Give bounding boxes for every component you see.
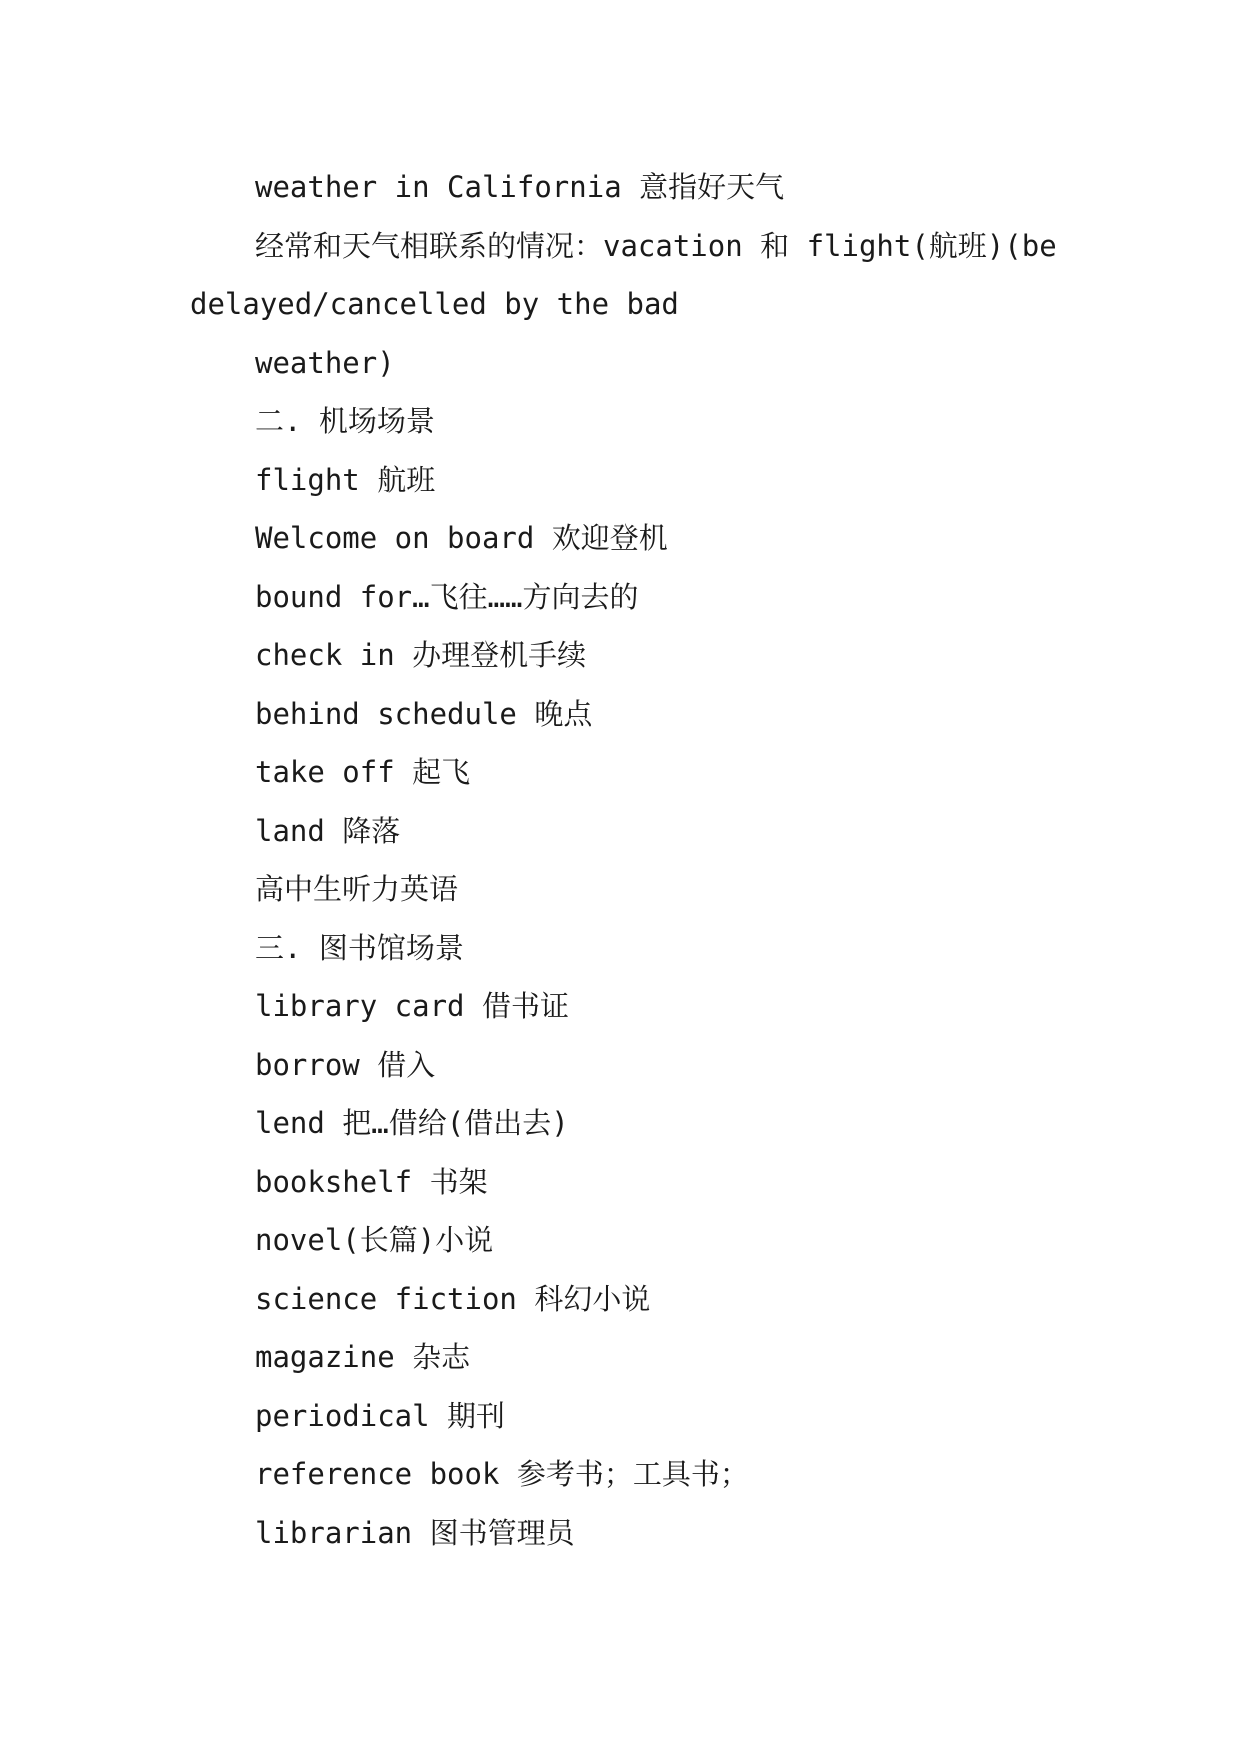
text-line: periodical 期刊 bbox=[255, 1398, 506, 1433]
text-line: take off 起飞 bbox=[255, 755, 471, 789]
text-line: lend 把…借给(借出去) bbox=[255, 1106, 569, 1140]
text-line: check in 办理登机手续 bbox=[255, 638, 587, 672]
text-line: magazine 杂志 bbox=[255, 1340, 471, 1374]
text-line: flight 航班 bbox=[255, 462, 436, 497]
text-line: novel(长篇)小说 bbox=[255, 1223, 494, 1257]
section-heading-library: 三. 图书馆场景 bbox=[255, 930, 464, 965]
text-line: land 降落 bbox=[255, 813, 401, 848]
text-line: weather in California 意指好天气 bbox=[255, 170, 785, 204]
text-line: behind schedule 晚点 bbox=[255, 696, 593, 731]
text-line: bookshelf 书架 bbox=[255, 1164, 488, 1199]
text-line: 高中生听力英语 bbox=[255, 872, 459, 906]
text-line: reference book 参考书；工具书； bbox=[255, 1457, 749, 1491]
text-paragraph: 经常和天气相联系的情况：vacation 和 flight(航班)(be delayed/cancelled by the bad bbox=[190, 228, 1057, 321]
text-line: Welcome on board 欢迎登机 bbox=[255, 521, 668, 555]
text-line: librarian 图书管理员 bbox=[255, 1515, 575, 1550]
text-line: science fiction 科幻小说 bbox=[255, 1281, 651, 1316]
text-line: borrow 借入 bbox=[255, 1047, 436, 1082]
text-line: bound for…飞往……方向去的 bbox=[255, 579, 639, 614]
text-line: weather) bbox=[255, 345, 395, 380]
document-body bbox=[190, 158, 1060, 1562]
section-heading-airport: 二. 机场场景 bbox=[255, 404, 435, 438]
text-line: library card 借书证 bbox=[255, 989, 569, 1023]
